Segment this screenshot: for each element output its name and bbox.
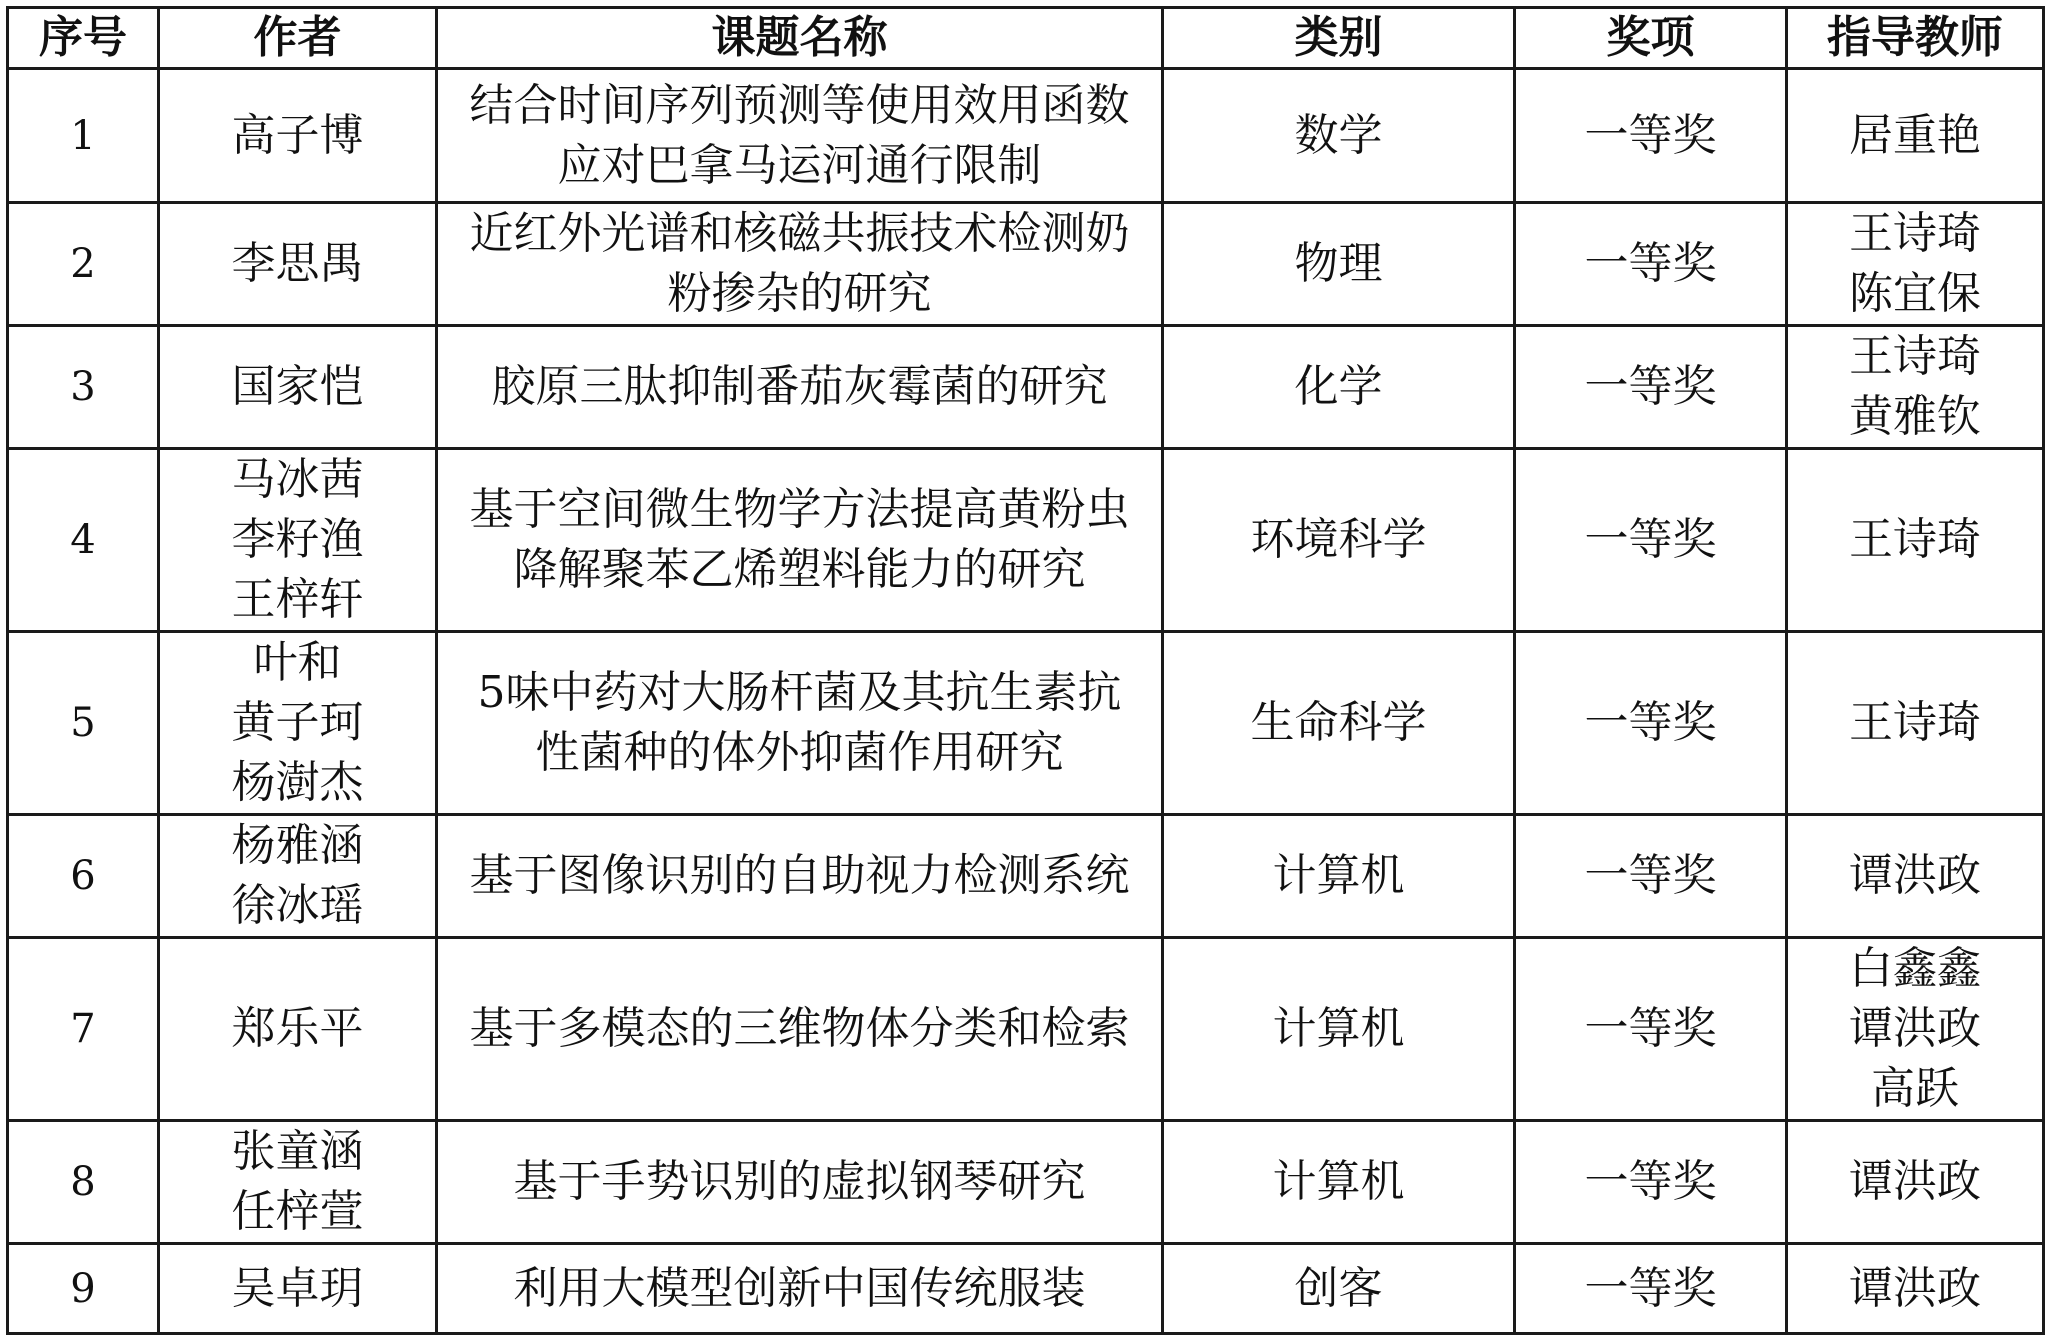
row-number: 7 — [8, 938, 159, 1121]
title-line: 基于图像识别的自助视力检测系统 — [469, 850, 1130, 901]
author-name: 任梓萱 — [231, 1186, 364, 1237]
title-line: 应对巴拿马运河通行限制 — [557, 139, 1042, 191]
row-number: 3 — [8, 326, 159, 449]
author-name: 杨澍杰 — [231, 757, 364, 808]
title-cell — [437, 449, 1163, 632]
author-name: 张童涵 — [231, 1126, 364, 1177]
award-cell: 一等奖 — [1515, 449, 1787, 632]
advisor-name: 白鑫鑫 — [1849, 943, 1981, 994]
advisor-name: 居重艳 — [1849, 109, 1981, 161]
title-line: 结合时间序列预测等使用效用函数 — [469, 79, 1130, 131]
advisor-name: 谭洪政 — [1849, 850, 1981, 901]
title-line: 近红外光谱和核磁共振技术检测奶 — [469, 208, 1130, 259]
table-row — [8, 815, 2044, 938]
title-cell — [437, 632, 1163, 815]
title-line: 利用大模型创新中国传统服装 — [513, 1262, 1086, 1314]
title-line: 基于多模态的三维物体分类和检索 — [469, 1003, 1130, 1054]
advisor-cell — [1787, 449, 2044, 632]
author-name: 吴卓玥 — [231, 1262, 364, 1314]
author-cell — [159, 449, 437, 632]
title-line: 性菌种的体外抑菌作用研究 — [535, 727, 1064, 778]
category-cell: 计算机 — [1163, 815, 1515, 938]
author-name: 杨雅涵 — [231, 820, 364, 871]
award-table — [6, 6, 2045, 1335]
award-cell: 一等奖 — [1515, 1244, 1787, 1334]
advisor-name: 王诗琦 — [1849, 514, 1981, 565]
advisor-name: 王诗琦 — [1849, 331, 1981, 382]
author-name: 叶和 — [253, 637, 342, 688]
table-row — [8, 1121, 2044, 1244]
advisor-cell — [1787, 326, 2044, 449]
table-row — [8, 938, 2044, 1121]
advisor-cell — [1787, 815, 2044, 938]
title-line: 5味中药对大肠杆菌及其抗生素抗 — [477, 667, 1122, 718]
advisor-name: 谭洪政 — [1849, 1003, 1981, 1054]
author-name: 李籽渔 — [231, 514, 364, 565]
award-cell: 一等奖 — [1515, 815, 1787, 938]
title-cell — [437, 815, 1163, 938]
table-row — [8, 203, 2044, 326]
title-cell — [437, 938, 1163, 1121]
author-name: 国家恺 — [231, 361, 364, 412]
advisor-cell — [1787, 203, 2044, 326]
author-cell — [159, 938, 437, 1121]
title-cell — [437, 203, 1163, 326]
author-cell — [159, 1121, 437, 1244]
advisor-name: 高跃 — [1871, 1063, 1959, 1114]
header-authors: 作者 — [159, 8, 437, 69]
award-cell: 一等奖 — [1515, 1121, 1787, 1244]
author-cell — [159, 1244, 437, 1334]
award-cell: 一等奖 — [1515, 938, 1787, 1121]
title-cell — [437, 326, 1163, 449]
advisor-cell — [1787, 938, 2044, 1121]
advisor-cell — [1787, 1244, 2044, 1334]
author-name: 黄子珂 — [231, 697, 364, 748]
author-name: 徐冰瑶 — [231, 880, 364, 931]
table-row — [8, 1244, 2044, 1334]
author-name: 高子博 — [231, 109, 364, 161]
author-name: 马冰茜 — [231, 454, 364, 505]
row-number: 1 — [8, 69, 159, 203]
author-cell — [159, 326, 437, 449]
title-line: 降解聚苯乙烯塑料能力的研究 — [513, 544, 1086, 595]
title-cell — [437, 1244, 1163, 1334]
table-row — [8, 69, 2044, 203]
advisor-name: 王诗琦 — [1849, 208, 1981, 259]
award-cell: 一等奖 — [1515, 632, 1787, 815]
advisor-name: 陈宜保 — [1849, 268, 1981, 319]
header-title: 课题名称 — [437, 8, 1163, 69]
advisor-name: 谭洪政 — [1849, 1156, 1981, 1207]
table-row — [8, 326, 2044, 449]
category-cell: 数学 — [1163, 69, 1515, 203]
author-cell — [159, 815, 437, 938]
table-row — [8, 632, 2044, 815]
advisor-cell — [1787, 69, 2044, 203]
row-number: 6 — [8, 815, 159, 938]
table-row — [8, 449, 2044, 632]
category-cell: 计算机 — [1163, 1121, 1515, 1244]
title-line: 粉掺杂的研究 — [667, 268, 932, 319]
row-number: 5 — [8, 632, 159, 815]
row-number: 9 — [8, 1244, 159, 1334]
title-cell — [437, 1121, 1163, 1244]
award-cell: 一等奖 — [1515, 69, 1787, 203]
advisor-cell — [1787, 632, 2044, 815]
row-number: 4 — [8, 449, 159, 632]
title-line: 基于手势识别的虚拟钢琴研究 — [513, 1156, 1086, 1207]
advisor-name: 王诗琦 — [1849, 697, 1981, 748]
award-cell: 一等奖 — [1515, 203, 1787, 326]
author-name: 王梓轩 — [231, 574, 364, 625]
advisor-cell — [1787, 1121, 2044, 1244]
header-award: 奖项 — [1515, 8, 1787, 69]
title-cell — [437, 69, 1163, 203]
header-advisors: 指导教师 — [1787, 8, 2044, 69]
advisor-name: 黄雅钦 — [1849, 391, 1981, 442]
category-cell: 计算机 — [1163, 938, 1515, 1121]
category-cell: 生命科学 — [1163, 632, 1515, 815]
category-cell: 环境科学 — [1163, 449, 1515, 632]
author-name: 郑乐平 — [231, 1003, 364, 1054]
author-name: 李思禺 — [231, 238, 364, 289]
author-cell — [159, 632, 437, 815]
author-cell — [159, 69, 437, 203]
author-cell — [159, 203, 437, 326]
title-line: 胶原三肽抑制番茄灰霉菌的研究 — [491, 361, 1108, 412]
title-line: 基于空间微生物学方法提高黄粉虫 — [469, 484, 1130, 535]
header-category: 类别 — [1163, 8, 1515, 69]
header-no: 序号 — [8, 8, 159, 69]
row-number: 8 — [8, 1121, 159, 1244]
category-cell: 创客 — [1163, 1244, 1515, 1334]
award-cell: 一等奖 — [1515, 326, 1787, 449]
advisor-name: 谭洪政 — [1849, 1262, 1981, 1314]
category-cell: 化学 — [1163, 326, 1515, 449]
header-row — [8, 8, 2044, 69]
row-number: 2 — [8, 203, 159, 326]
category-cell: 物理 — [1163, 203, 1515, 326]
